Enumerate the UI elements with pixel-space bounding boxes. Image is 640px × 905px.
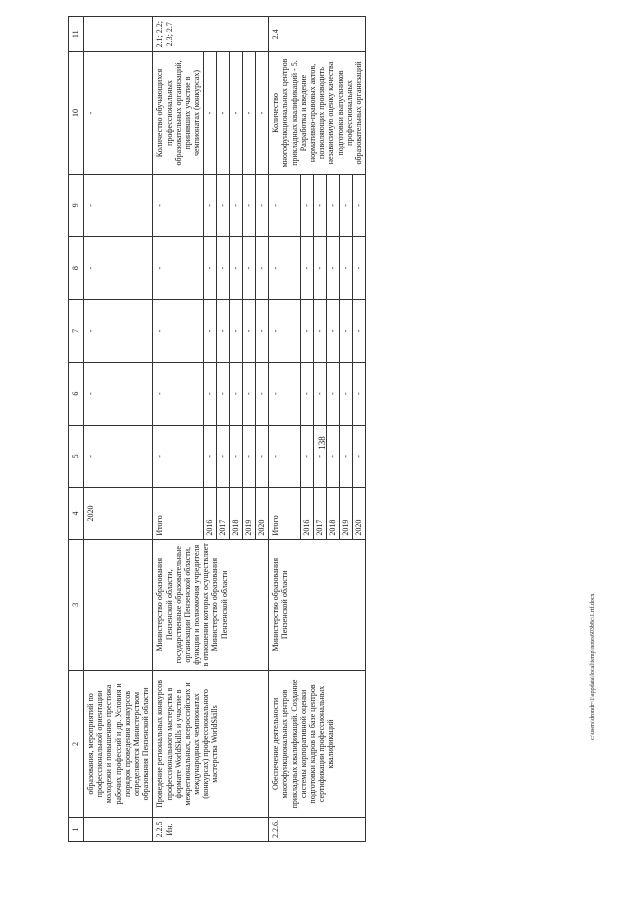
- year-cell: 2020: [256, 488, 269, 539]
- value-cell: -: [204, 237, 217, 300]
- indicator-cell: -: [243, 52, 256, 174]
- value-cell: -: [204, 425, 217, 488]
- event-cell: Проведение региональных конкурсов профессионального мастерства в формате WorldSkills и участие в межрегиональных, всероссийских и международных чемпионатах (конкурсах) профессионального мастерства WorldSkills: [153, 670, 269, 817]
- value-cell: -: [314, 425, 327, 488]
- year-cell: 2019: [243, 488, 256, 539]
- value-cell: -: [256, 174, 269, 237]
- table-row-2-2-5: [153, 17, 204, 842]
- value-cell: -: [353, 237, 366, 300]
- header-col-1: 1: [69, 818, 84, 842]
- value-cell: -: [204, 174, 217, 237]
- row-number-cell: [84, 818, 153, 842]
- indicator-cell: -: [84, 52, 153, 174]
- value-cell: -: [340, 237, 353, 300]
- value-cell: -: [314, 174, 327, 237]
- table-row-continuation: [84, 17, 153, 842]
- footer-file-path: c:\users\drondr~1\appdata\local\temp\notes603b8c\1.rtf.docx: [590, 593, 596, 740]
- header-col-5: 5: [69, 425, 84, 488]
- value-cell: -: [269, 425, 301, 488]
- header-col-8: 8: [69, 237, 84, 300]
- value-cell: -: [327, 300, 340, 363]
- value-cell: -: [243, 362, 256, 425]
- value-cell: -: [340, 300, 353, 363]
- link-cell: 2.1; 2.2; 2.3; 2.7: [153, 17, 269, 52]
- year-cell: 2017: [314, 488, 327, 539]
- value-cell: -: [84, 237, 153, 300]
- total-label-cell: Итого: [269, 488, 301, 539]
- value-cell: -: [243, 425, 256, 488]
- value-cell: -: [269, 362, 301, 425]
- header-col-4: 4: [69, 488, 84, 539]
- value-cell: -: [217, 300, 230, 363]
- value-cell: -: [301, 300, 314, 363]
- row-number-cell: 2.2.6.: [269, 818, 366, 842]
- indicator-cell: -: [230, 52, 243, 174]
- value-cell: -: [204, 300, 217, 363]
- program-table-sheet: [68, 16, 588, 842]
- value-cell: -: [269, 174, 301, 237]
- value-cell: -: [230, 300, 243, 363]
- value-cell: -: [217, 174, 230, 237]
- year-cell: 2017: [217, 488, 230, 539]
- value-cell: -: [340, 362, 353, 425]
- link-cell: [84, 17, 153, 52]
- value-cell: -: [204, 362, 217, 425]
- value-cell: -: [243, 300, 256, 363]
- value-cell: -: [217, 362, 230, 425]
- value-cell: -: [217, 237, 230, 300]
- indicator-cell: -: [217, 52, 230, 174]
- value-cell: -: [217, 425, 230, 488]
- value-cell: -: [353, 425, 366, 488]
- event-cell: Обеспечение деятельности многофункциональных центров прикладных квалификаций. Создание системы корпоративной оценки подготовки кадров на базе центров сертификации профессиональных квалификаций: [269, 670, 366, 817]
- year-cell: 2019: [340, 488, 353, 539]
- page-number: 138: [317, 436, 327, 450]
- header-col-2: 2: [69, 670, 84, 817]
- value-cell: -: [153, 362, 204, 425]
- value-cell: -: [243, 237, 256, 300]
- header-row: [69, 17, 84, 842]
- value-cell: -: [84, 174, 153, 237]
- value-cell: -: [153, 425, 204, 488]
- value-cell: -: [269, 300, 301, 363]
- header-col-10: 10: [69, 52, 84, 174]
- indicator-cell: Количество обучающихся профессиональных образовательных организаций, принявших участие в чемпионатах (конкурсах): [153, 52, 204, 174]
- value-cell: -: [153, 174, 204, 237]
- executor-cell: Министерство образования Пензенской области: [269, 539, 366, 670]
- year-cell: 2016: [204, 488, 217, 539]
- value-cell: -: [256, 362, 269, 425]
- value-cell: -: [340, 425, 353, 488]
- value-cell: -: [256, 237, 269, 300]
- value-cell: -: [314, 362, 327, 425]
- value-cell: -: [340, 174, 353, 237]
- total-label-cell: Итого: [153, 488, 204, 539]
- value-cell: -: [327, 237, 340, 300]
- year-cell: 2018: [230, 488, 243, 539]
- value-cell: -: [327, 362, 340, 425]
- value-cell: -: [84, 425, 153, 488]
- value-cell: -: [243, 174, 256, 237]
- header-col-6: 6: [69, 362, 84, 425]
- value-cell: -: [301, 174, 314, 237]
- header-col-11: 11: [69, 17, 84, 52]
- year-cell: 2016: [301, 488, 314, 539]
- header-col-3: 3: [69, 539, 84, 670]
- year-cell: 2020: [84, 488, 153, 539]
- value-cell: -: [301, 362, 314, 425]
- value-cell: -: [84, 362, 153, 425]
- value-cell: -: [327, 425, 340, 488]
- value-cell: -: [230, 425, 243, 488]
- value-cell: -: [314, 300, 327, 363]
- header-col-9: 9: [69, 174, 84, 237]
- value-cell: -: [353, 174, 366, 237]
- value-cell: -: [230, 174, 243, 237]
- link-cell: 2.4: [269, 17, 366, 52]
- value-cell: -: [314, 237, 327, 300]
- value-cell: -: [256, 300, 269, 363]
- value-cell: -: [153, 237, 204, 300]
- indicator-cell: Количество многофункциональных центров прикладных квалификаций - 5. Разработка и введение нормативно-правовых актов, позволяющих производить независимую оценку качества подготовки выпускников профессиональных образовательных организаций: [269, 52, 366, 174]
- value-cell: -: [256, 425, 269, 488]
- row-number-cell: 2.2.5 Ин.: [153, 818, 269, 842]
- value-cell: -: [327, 174, 340, 237]
- value-cell: -: [230, 362, 243, 425]
- indicator-cell: -: [204, 52, 217, 174]
- value-cell: -: [269, 237, 301, 300]
- executor-cell: Министерство образования Пензенской области, государственные образовательные организации Пензенской области, функции и полномочия учредителя в отношении которых осуществляет Министерство образования Пензенской области: [153, 539, 269, 670]
- value-cell: -: [84, 300, 153, 363]
- year-cell: 2018: [327, 488, 340, 539]
- value-cell: -: [153, 300, 204, 363]
- indicator-cell: -: [256, 52, 269, 174]
- value-cell: -: [353, 300, 366, 363]
- value-cell: -: [353, 362, 366, 425]
- year-cell: 2020: [353, 488, 366, 539]
- value-cell: -: [301, 237, 314, 300]
- program-table: [68, 16, 366, 842]
- value-cell: -: [230, 237, 243, 300]
- header-col-7: 7: [69, 300, 84, 363]
- value-cell: -: [301, 425, 314, 488]
- executor-cell: [84, 539, 153, 670]
- table-row-2-2-6: [269, 17, 301, 842]
- event-cell: образования, мероприятий по профессиональной ориентации молодежи и повышению престижа рабочих профессий и др. Условия и порядок проведения конкурсов определяются Министерством образования Пензенской области: [84, 670, 153, 817]
